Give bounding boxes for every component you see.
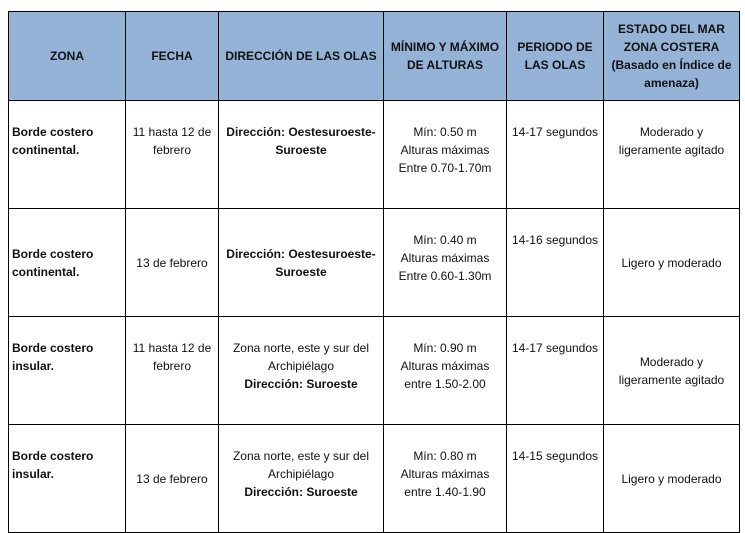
altura-min: Mín: 0.50 m bbox=[413, 125, 477, 139]
cell-zona: Borde costero continental. bbox=[9, 101, 126, 209]
cell-zona: Borde costero continental. bbox=[9, 209, 126, 317]
cell-alturas bbox=[384, 425, 507, 533]
cell-periodo: 14-16 segundos bbox=[507, 209, 604, 317]
direccion-text: Zona norte, este y sur del Archipiélago bbox=[232, 449, 370, 481]
header-estado bbox=[604, 12, 740, 101]
cell-periodo: 14-17 segundos bbox=[507, 101, 604, 209]
cell-periodo: 14-17 segundos bbox=[507, 317, 604, 425]
direccion-bold: Dirección: Oestesuroeste-Suroeste bbox=[226, 125, 376, 157]
cell-estado: Ligero y moderado bbox=[604, 209, 740, 317]
cell-alturas bbox=[384, 317, 507, 425]
header-periodo: PERIODO DE LAS OLAS bbox=[507, 12, 604, 101]
cell-fecha: 11 hasta 12 de febrero bbox=[126, 317, 219, 425]
cell-alturas bbox=[384, 209, 507, 317]
cell-estado: Moderado y ligeramente agitado bbox=[604, 317, 740, 425]
altura-max-label: Alturas máximas bbox=[400, 359, 490, 373]
cell-direccion bbox=[219, 209, 384, 317]
table-row bbox=[9, 209, 740, 317]
cell-direccion bbox=[219, 101, 384, 209]
cell-zona: Borde costero insular. bbox=[9, 425, 126, 533]
header-direccion: DIRECCIÓN DE LAS OLAS bbox=[219, 12, 384, 101]
altura-range: Entre 0.60-1.30m bbox=[398, 269, 492, 283]
table-row bbox=[9, 317, 740, 425]
direccion-bold: Dirección: Suroeste bbox=[244, 377, 358, 391]
altura-range: Entre 0.70-1.70m bbox=[398, 161, 492, 175]
altura-min: Mín: 0.80 m bbox=[413, 449, 477, 463]
cell-estado: Ligero y moderado bbox=[604, 425, 740, 533]
cell-fecha: 13 de febrero bbox=[126, 209, 219, 317]
cell-fecha: 13 de febrero bbox=[126, 425, 219, 533]
altura-min: Mín: 0.90 m bbox=[413, 341, 477, 355]
direccion-bold: Dirección: Oestesuroeste-Suroeste bbox=[226, 246, 376, 279]
wave-forecast-table bbox=[8, 11, 740, 533]
altura-max-label: Alturas máximas bbox=[400, 251, 490, 265]
cell-periodo: 14-15 segundos bbox=[507, 425, 604, 533]
table-row bbox=[9, 101, 740, 209]
altura-max-label: Alturas máximas bbox=[400, 467, 490, 481]
altura-max-label: Alturas máximas bbox=[400, 143, 490, 157]
altura-range: entre 1.50-2.00 bbox=[404, 377, 486, 391]
header-row bbox=[9, 12, 740, 101]
cell-estado: Moderado y ligeramente agitado bbox=[604, 101, 740, 209]
header-estado-title: ESTADO DEL MAR ZONA COSTERA bbox=[618, 22, 725, 54]
header-zona: ZONA bbox=[9, 12, 126, 101]
cell-direccion bbox=[219, 425, 384, 533]
direccion-bold: Dirección: Suroeste bbox=[244, 485, 358, 499]
header-estado-note: (Basado en Índice de amenaza) bbox=[611, 58, 732, 90]
header-alturas: MÍNIMO Y MÁXIMO DE ALTURAS bbox=[384, 12, 507, 101]
table-row bbox=[9, 425, 740, 533]
direccion-text: Zona norte, este y sur del Archipiélago bbox=[232, 341, 370, 373]
cell-direccion bbox=[219, 317, 384, 425]
altura-range: entre 1.40-1.90 bbox=[404, 485, 486, 499]
altura-min: Mín: 0.40 m bbox=[413, 233, 477, 247]
header-fecha: FECHA bbox=[126, 12, 219, 101]
cell-alturas bbox=[384, 101, 507, 209]
cell-zona: Borde costero insular. bbox=[9, 317, 126, 425]
cell-fecha: 11 hasta 12 de febrero bbox=[126, 101, 219, 209]
